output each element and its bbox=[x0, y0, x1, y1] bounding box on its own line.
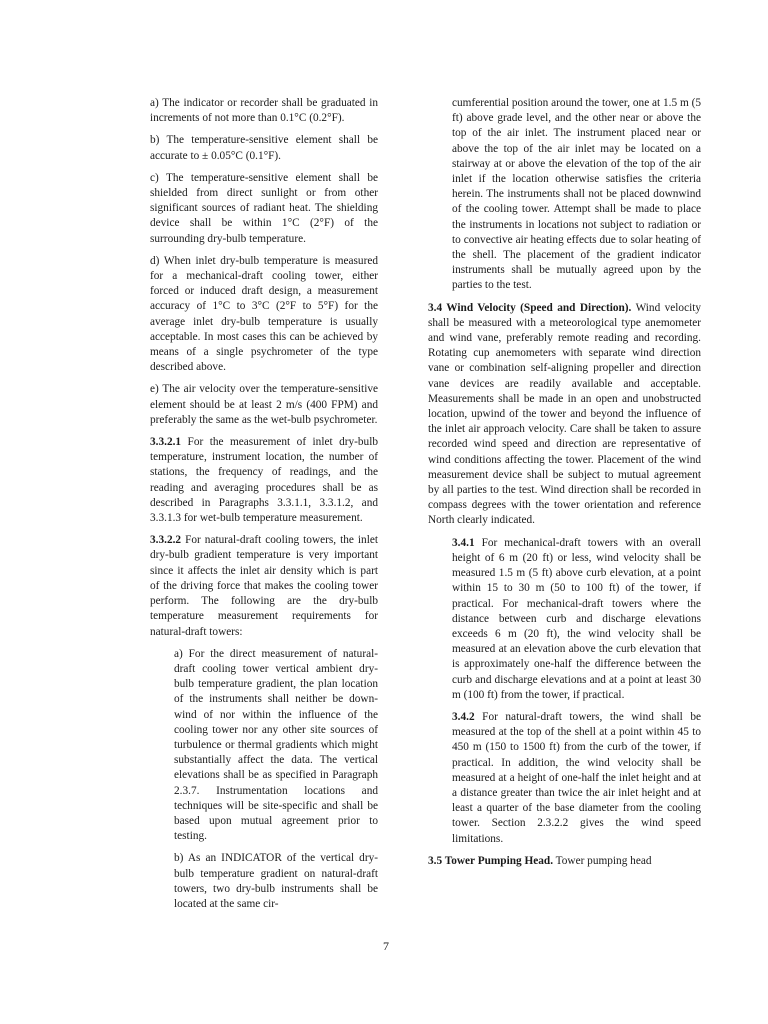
section-number: 3.3.2.1 bbox=[150, 436, 182, 449]
section-text: Tower pumping head bbox=[555, 854, 652, 867]
section-3-5 bbox=[428, 854, 701, 869]
section-number: 3.3.2.2 bbox=[150, 534, 182, 547]
section-3-3-2-1 bbox=[150, 435, 378, 526]
paragraph-d: d) When inlet dry-bulb temperature is measured for a mechanical-draft cooling tower, either forced or induced draft design, a measurement accuracy of 1°C to 3°C (2°F to 5°F) for the average inlet dry-bulb temperature is usually acceptable. In most cases this can be achieved by means of a single psychrometer of the type described above. bbox=[150, 254, 378, 374]
section-text: For natural-draft towers, the wind shall be measured at the top of the shell at a point within 45 to 450 m (150 to 1500 ft) from the curb of the tower, if practical. In addition, the wind velocity shall be measured at a height of one-half the inlet height and at a distance greater than twice the air inlet height and at least a quarter of the base diameter from the cooling tower. Section 2.3.2.2 gives the wind speed limitations. bbox=[452, 710, 701, 845]
left-column bbox=[150, 96, 378, 919]
page-number: 7 bbox=[383, 939, 389, 953]
section-text: For mechanical-draft towers with an overall height of 6 m (20 ft) or less, wind velocity shall be measured 1.5 m (5 ft) above curb elevation, at a point within 15 to 30 m (50 to 100 ft) of the tower, if practical. For mechanical-draft towers where the distance between curb and discharge elevations exceeds 6 m (20 ft), the wind velocity shall be measured at an elevation above the curb elevation that is approximately one-half the difference between the curb and discharge elevations and at a point at least 30 m (100 ft) from the tower, if practical. bbox=[452, 536, 702, 701]
section-3-4-1 bbox=[452, 536, 701, 703]
section-text: For the measurement of inlet dry-bulb temperature, instrument location, the number of stations, the frequency of readings, and the reading and averaging procedures shall be as described in Paragraphs 3.3.1.1, 3.3.1.2, and 3.3.1.3 for wet-bulb temperature measurement. bbox=[150, 436, 378, 525]
section-number: 3.4.2 bbox=[452, 710, 475, 723]
continued-paragraph: cumferential position around the tower, one at 1.5 m (5 ft) above grade level, and the other near or above the top of the air inlet. The instrument placed near or above the top of the air inlet may be located on a stairway at or above the elevation of the top of the air inlet if the location otherwise satisfies the criteria herein. The instruments shall not be placed downwind of the cooling tower. Attempt shall be made to place the instruments in locations not subject to radiation or to convective air heating effects due to solar heating of the shell. The placement of the gradient indicator instruments shall be mutually agreed upon by the parties to the test. bbox=[452, 97, 701, 292]
paragraph-e: e) The air velocity over the temperature-sensitive element should be at least 2 m/s (400 FPM) and preferably the same as the wet-bulb psychrometer. bbox=[150, 383, 378, 426]
section-3-4-2 bbox=[452, 710, 701, 847]
section-3-3-2-2 bbox=[150, 533, 378, 639]
section-heading: 3.5 Tower Pumping Head. bbox=[428, 854, 554, 867]
section-number: 3.4.1 bbox=[452, 536, 475, 549]
sub-item-b: b) As an INDICATOR of the vertical dry-bulb temperature gradient on natural-draft towers, two dry-bulb instruments shall be located at the same cir- bbox=[174, 852, 378, 910]
right-column bbox=[428, 96, 701, 876]
section-text: For natural-draft cooling towers, the inlet dry-bulb gradient temperature is very important since it affects the inlet air density which is part of the driving force that makes the cooling tower perform. The following are the dry-bulb temperature measurement requirements for natural-draft towers: bbox=[150, 534, 378, 638]
paragraph-a: a) The indicator or recorder shall be graduated in increments of not more than 0.1°C (0.2°F). bbox=[150, 97, 378, 125]
section-3-4 bbox=[428, 301, 701, 529]
paragraph-c: c) The temperature-sensitive element shall be shielded from direct sunlight or from other significant sources of radiant heat. The shielding device shall be within 1°C (2°F) of the surrounding dry-bulb temperature. bbox=[150, 171, 378, 245]
sub-item-a: a) For the direct measurement of natural-draft cooling tower vertical ambient dry-bulb temperature gradient, the plan location of the instruments shall neither be down-wind of nor within the influence of the cooling tower nor any other site sources of turbulence or thermal gradients which might substantially affect the data. The vertical elevations shall be as specified in Paragraph 2.3.7. Instrumentation locations and techniques will be site-specific and shall be based upon mutual agreement prior to testing. bbox=[174, 647, 378, 843]
section-heading: 3.4 Wind Velocity (Speed and Direction). bbox=[428, 301, 632, 314]
paragraph-b: b) The temperature-sensitive element shall be accurate to ± 0.05°C (0.1°F). bbox=[150, 134, 378, 162]
section-text: Wind velocity shall be measured with a meteorological type anemometer and wind vane, preferably remote reading and recording. Rotating cup anemometers with separate wind direction vane or combination self-aligning propeller and direction vane devices are readily available and acceptable. Measurements shall be made in an open and unobstructed location, upwind of the tower and beyond the influence of the inlet air approach velocity. Care shall be taken to assure recorded wind speed and direction are representative of wind conditions affecting the tower. Placement of the wind measurement device shall be subject to mutual agreement by all parties to the test. Wind direction shall be recorded in compass degrees with the tower orientation and reference North clearly indicated. bbox=[428, 301, 702, 527]
